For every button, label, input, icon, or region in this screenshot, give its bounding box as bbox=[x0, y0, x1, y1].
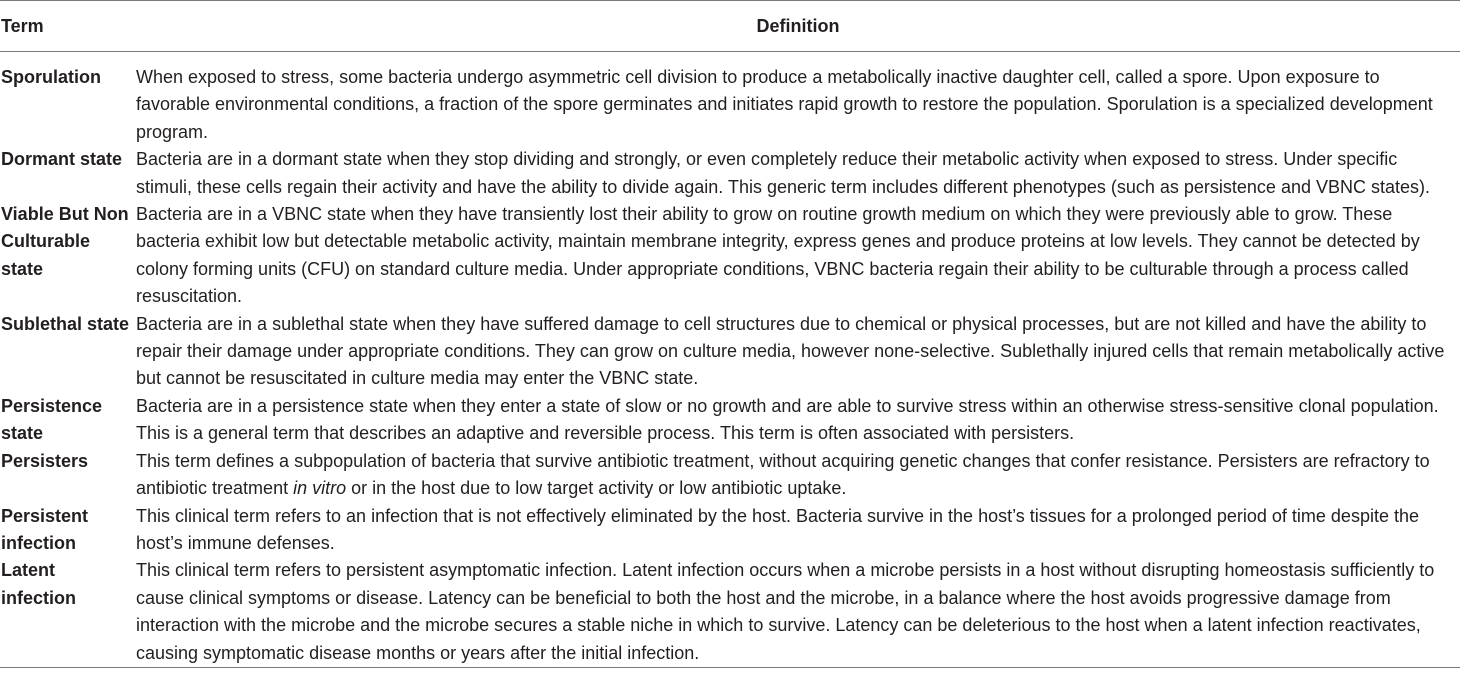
table-row-persisters bbox=[0, 448, 1460, 503]
definition-column-header: Definition bbox=[136, 1, 1460, 52]
definition-cell bbox=[136, 448, 1460, 503]
table-body bbox=[0, 52, 1460, 668]
term-cell: Dormant state bbox=[1, 149, 123, 170]
term-cell: Sublethal state bbox=[1, 313, 130, 334]
definition-cell: This clinical term refers to an infection that is not effectively eliminated by the host. Bacteria survive in the host’s tissues for a prolonged period of time despite the host’s immune defenses. bbox=[136, 505, 1419, 553]
header-row bbox=[0, 1, 1460, 52]
table-row-sporulation bbox=[0, 52, 1460, 147]
definition-cell: When exposed to stress, some bacteria undergo asymmetric cell division to produce a metabolically inactive daughter cell, called a spore. Upon exposure to favorable environmental conditions, a fraction of the spore germinates and initiates rapid growth to restore the population. Sporulation is a specialized development program. bbox=[136, 67, 1433, 142]
table-row-sublethal-state bbox=[0, 311, 1460, 393]
term-cell: Viable But Non Culturable state bbox=[1, 204, 129, 279]
table-row-persistence-state bbox=[0, 393, 1460, 448]
term-cell: Latent infection bbox=[1, 560, 76, 608]
definition-italic-text: in vitro bbox=[293, 478, 347, 499]
definition-cell: Bacteria are in a dormant state when they stop dividing and strongly, or even completely reduce their metabolic activity when exposed to stress. Under specific stimuli, these cells regain their activity and have the ability to divide again. This generic term includes different phenotypes (such as persistence and VBNC states). bbox=[136, 149, 1431, 197]
definition-cell: Bacteria are in a sublethal state when they have suffered damage to cell structures due to chemical or physical processes, but are not killed and have the ability to repair their damage under appropriate conditions. They can grow on culture media, however none-selective. Sublethally injured cells that remain metabolically active but cannot be resuscitated in culture media may enter the VBNC state. bbox=[136, 313, 1445, 389]
term-cell: Persistent infection bbox=[1, 505, 89, 553]
definition-text: or in the host due to low target activity or low antibiotic uptake. bbox=[346, 478, 847, 499]
table-row-persistent-infection bbox=[0, 503, 1460, 558]
definition-cell: Bacteria are in a persistence state when they enter a state of slow or no growth and are able to survive stress within an otherwise stress-sensitive clonal population. This is a general term that describes an adaptive and reversible process. This term is often associated with persisters. bbox=[136, 395, 1439, 444]
definition-cell: This clinical term refers to persistent asymptomatic infection. Latent infection occurs when a microbe persists in a host without disrupting homeostasis sufficiently to cause clinical symptoms or disease. Latency can be beneficial to both the host and the microbe, in a balance where the host avoids progressive damage from interaction with the microbe and the microbe secures a stable niche in which to survive. Latency can be deleterious to the host when a latent infection reactivates, causing symptomatic disease months or years after the initial infection. bbox=[136, 560, 1435, 663]
table-header bbox=[0, 1, 1460, 52]
table-row-dormant-state bbox=[0, 146, 1460, 201]
term-column-header: Term bbox=[0, 1, 136, 52]
table-row-vbnc-state bbox=[0, 201, 1460, 311]
table-row-latent-infection bbox=[0, 557, 1460, 667]
term-cell: Persisters bbox=[1, 450, 89, 471]
term-cell: Persistence state bbox=[1, 395, 103, 444]
term-cell: Sporulation bbox=[1, 67, 101, 87]
definition-text: This term defines a subpopulation of bacteria that survive antibiotic treatment, without acquiring genetic changes that confer resistance. Persisters are refractory to antibiotic treatment bbox=[136, 450, 1430, 499]
definition-cell: Bacteria are in a VBNC state when they have transiently lost their ability to grow on routine growth medium on which they were previously able to grow. These bacteria exhibit low but detectable metabolic activity, maintain membrane integrity, express genes and produce proteins at low levels. They cannot be detected by colony forming units (CFU) on standard culture media. Under appropriate conditions, VBNC bacteria regain their ability to be culturable through a process called resuscitation. bbox=[136, 204, 1420, 307]
